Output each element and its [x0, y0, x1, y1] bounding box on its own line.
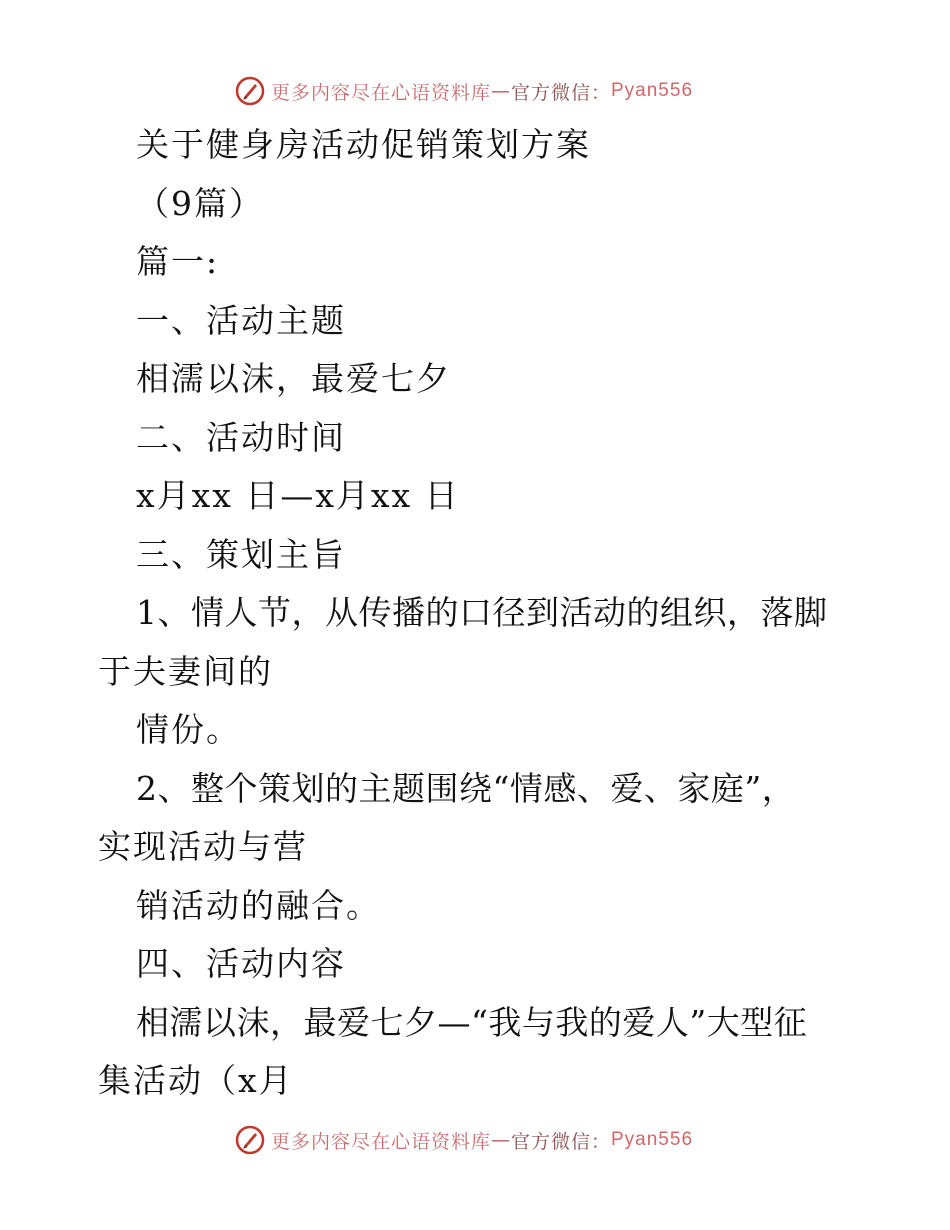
paragraph-line: 于夫妻间的	[98, 651, 273, 691]
paragraph-line: 相濡以沫，最爱七夕	[136, 359, 451, 398]
paragraph-line: 集活动（x月	[98, 1061, 294, 1100]
watermark-wechat-id: Pyan556	[611, 1129, 694, 1150]
paragraph-line: 情份。	[136, 710, 241, 749]
watermark-site-text: 更多内容尽在心语资料库	[270, 81, 491, 104]
section-heading: 二、活动时间	[136, 417, 346, 457]
header-watermark	[0, 71, 950, 111]
section-heading: 四、活动内容	[136, 944, 346, 983]
paragraph-line: 1、情人节，从传播的口径到活动的组织，落脚	[136, 593, 828, 632]
watermark-separator: —	[490, 80, 511, 102]
section-heading: 篇一:	[136, 242, 220, 281]
watermark-official-label: 官方微信：	[510, 1130, 611, 1153]
watermark-site-text: 更多内容尽在心语资料库	[270, 1130, 491, 1153]
document-body	[98, 116, 888, 1111]
paragraph-line: 实现活动与营	[98, 827, 308, 866]
footer-watermark	[0, 1120, 950, 1160]
watermark-official-label: 官方微信：	[510, 81, 611, 104]
paragraph-line: x月xx 日—x月xx 日	[136, 476, 460, 515]
section-heading: 三、策划主旨	[136, 534, 346, 574]
section-heading: 一、活动主题	[136, 300, 346, 340]
paragraph-line: 2、整个策划的主题围绕“情感、爱、家庭”，	[136, 768, 796, 808]
quill-logo-icon	[235, 76, 265, 106]
document-title: 关于健身房活动促销策划方案	[136, 125, 591, 164]
watermark-separator: —	[490, 1129, 511, 1151]
paragraph-line: 销活动的融合。	[136, 885, 381, 925]
watermark-wechat-id: Pyan556	[611, 80, 694, 101]
document-subtitle: （9篇）	[136, 183, 264, 223]
paragraph-line: 相濡以沫，最爱七夕—“我与我的爱人”大型征	[136, 1002, 808, 1042]
quill-logo-icon	[235, 1125, 265, 1155]
